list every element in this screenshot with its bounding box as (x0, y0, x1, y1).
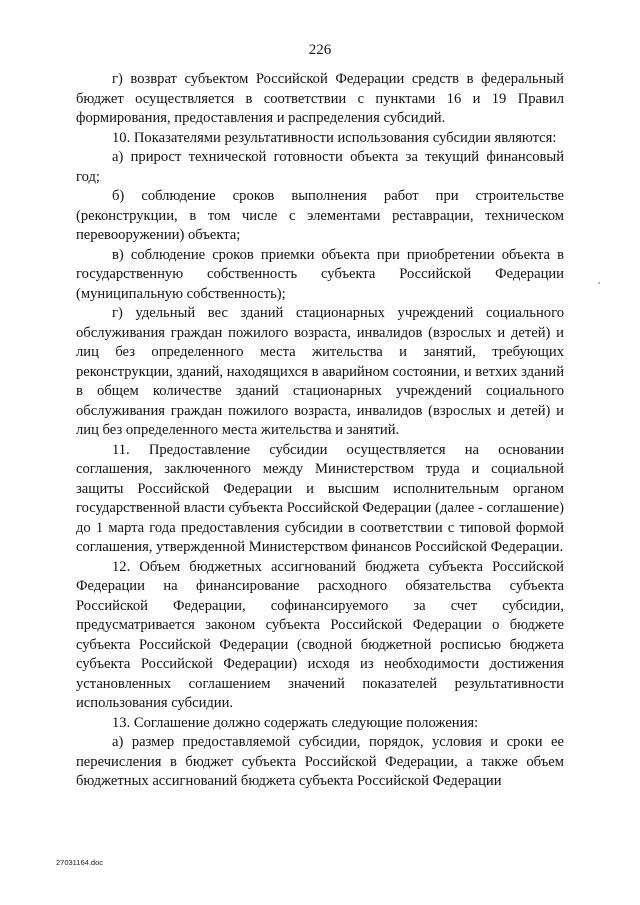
paragraph-13-provisions: 13. Соглашение должно содержать следующие положения: (112, 714, 479, 731)
paragraph-performance-indicators: 10. Показателями результативности использования субсидии являются: (112, 129, 557, 146)
paragraph-12-budget: 12. Объем бюджетных ассигнований бюджета субъекта Российской Федерации на финансирование расходного обязательства субъекта Российской Федерации, софинансируемого за счет субсидии, предусматривается законом субъекта Российской Федерации о бюджете субъекта Российской Федерации (сводной бюджетной росписью бюджета субъекта Российской Федерации) исходя из необходимости достижения установленных соглашением значений показателей результативности использования субсидии. (76, 558, 564, 711)
paragraph-indicator-d: г) удельный вес зданий стационарных учреждений социального обслуживания граждан пожилого возраста, инвалидов (взрослых и детей) и лиц без определенного места жительства и занятий, требующих реконструкции, зданий, находящихся в аварийном состоянии, и ветхих зданий в общем количестве зданий стационарных учреждений социального обслуживания граждан пожилого возраста, инвалидов (взрослых и детей) и лиц без определенного места жительства и занятий. (76, 305, 564, 438)
paragraph-return-funds: г) возврат субъектом Российской Федерации средств в федеральный бюджет осуществляется в соответствии с пунктами 16 и 19 Правил формирования, предоставления и распределения субсидий. (76, 71, 564, 126)
footer-file-code: 27031164.doc (56, 858, 103, 867)
paragraph-13a-subsidy-amount: а) размер предоставляемой субсидии, порядок, условия и сроки ее перечисления в бюджет субъекта Российской Федерации, а также объем бюджетных ассигнований бюджета субъекта Российской Федерации (76, 734, 564, 789)
scan-speck (598, 282, 600, 284)
document-body (76, 70, 564, 792)
paragraph-indicator-a: а) прирост технической готовности объекта за текущий финансовый год; (76, 149, 564, 185)
paragraph-indicator-c: в) соблюдение сроков приемки объекта при приобретении объекта в государственную собственность субъекта Российской Федерации (муниципальную собственность); (76, 246, 564, 302)
paragraph-11-agreement: 11. Предоставление субсидии осуществляется на основании соглашения, заключенного между Министерством труда и социальной защиты Российской Федерации и высшим исполнительным органом государственной власти субъекта Российской Федерации (далее - соглашение) до 1 марта года предоставления субсидии в соответствии с типовой формой соглашения, утвержденной Министерством финансов Российской Федерации. (76, 441, 564, 555)
page-number: 226 (308, 42, 332, 58)
paragraph-indicator-b: б) соблюдение сроков выполнения работ при строительстве (реконструкции, в том числе с элементами реставрации, техническом перевооружении) объекта; (76, 188, 564, 243)
